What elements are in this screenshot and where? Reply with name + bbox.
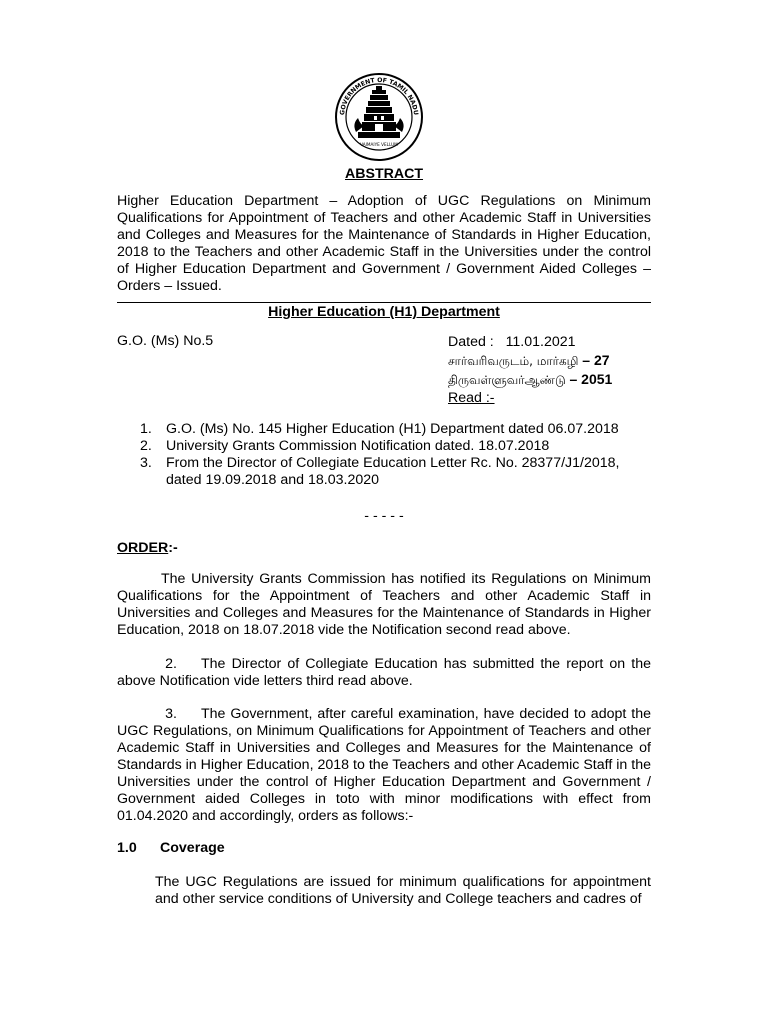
reference-item — [140, 455, 640, 489]
order-paragraph-1 — [117, 571, 651, 639]
department-title: Higher Education (H1) Department — [268, 304, 500, 320]
dated-value: 11.01.2021 — [505, 334, 576, 350]
tamil-thiruvalluvar-line — [448, 370, 612, 389]
coverage-title: Coverage — [160, 840, 225, 856]
abstract-title: ABSTRACT — [344, 166, 424, 182]
separator: - - - - - — [364, 508, 404, 524]
divider — [117, 302, 651, 303]
emblem-seal-text: GOVERNMENT OF TAMIL NADU — [338, 76, 420, 116]
reference-item — [140, 421, 640, 438]
reference-text: University Grants Commission Notification dated. 18.07.2018 — [166, 438, 550, 454]
paragraph-text: The University Grants Commission has notified its Regulations on Minimum Qualifications for the Appointment of Teachers and other Academic Staff in Universities and Colleges and Measures for the Maintenance of Standards in Higher Education, 2018 on 18.07.2018 vide the Notification second read above. — [117, 571, 651, 638]
tamil-nadu-emblem — [334, 72, 424, 162]
reference-item — [140, 438, 640, 455]
go-number: G.O. (Ms) No.5 — [117, 333, 214, 349]
reference-number: 1. — [140, 421, 152, 437]
references-list — [140, 421, 640, 489]
dated-line — [448, 333, 612, 351]
read-label: Read :- — [448, 390, 495, 406]
order-paragraph-2 — [117, 656, 651, 690]
order-heading-suffix: :- — [168, 540, 178, 556]
coverage-section-number: 1.0 — [117, 840, 137, 856]
paragraph-text: The Director of Collegiate Education has submitted the report on the above Notification vide letters third read above. — [117, 656, 651, 689]
tamil-year-line — [448, 351, 612, 370]
dated-label: Dated : — [448, 334, 494, 350]
reference-number: 3. — [140, 455, 152, 471]
tamil-year-label: சார்வரிவருடம், மார்கழி — [448, 354, 579, 368]
paragraph-number: 2. — [165, 656, 177, 672]
coverage-heading — [117, 840, 225, 857]
tamil-year-value: – 27 — [582, 352, 610, 368]
reference-text: From the Director of Collegiate Education Letter Rc. No. 28377/J1/2018, dated 19.09.2018 and 18.03.2020 — [166, 455, 620, 488]
tamil-thiruvalluvar-value: – 2051 — [569, 371, 613, 387]
dated-block — [448, 333, 612, 407]
order-heading — [117, 540, 178, 557]
emblem-motto: VAIMAIYE VELLUM — [360, 142, 398, 147]
reference-number: 2. — [140, 438, 152, 454]
coverage-body: The UGC Regulations are issued for minimum qualifications for appointment and other service conditions of University and College teachers and cadres of — [155, 874, 651, 907]
paragraph-number: 3. — [165, 706, 177, 722]
paragraph-text: The Government, after careful examination, have decided to adopt the UGC Regulations, on Minimum Qualifications for Appointment of Teachers and other Academic Staff in Universities and Colleges and Measures for the Maintenance of Standards in Higher Education, 2018 to the Teachers and other Academic Staff in the Universities under the control of Higher Education Department and Government / Government aided Colleges in toto with minor modifications with effect from 01.04.2020 and accordingly, orders as follows:- — [117, 706, 651, 824]
reference-text: G.O. (Ms) No. 145 Higher Education (H1) Department dated 06.07.2018 — [166, 421, 619, 437]
order-paragraph-3 — [117, 706, 651, 825]
order-heading-label: ORDER — [117, 540, 169, 556]
tamil-thiruvalluvar-label: திருவள்ளுவர்ஆண்டு — [448, 373, 566, 387]
abstract-body: Higher Education Department – Adoption of UGC Regulations on Minimum Qualifications for Appointment of Teachers and other Academic Staff in Universities and Colleges and Measures for the Maintenance of Standards in Higher Education, 2018 to the Teachers and other Academic Staff in the Universities under the control of Higher Education Department and Government / Government Aided Colleges – Orders – Issued. — [117, 193, 651, 294]
